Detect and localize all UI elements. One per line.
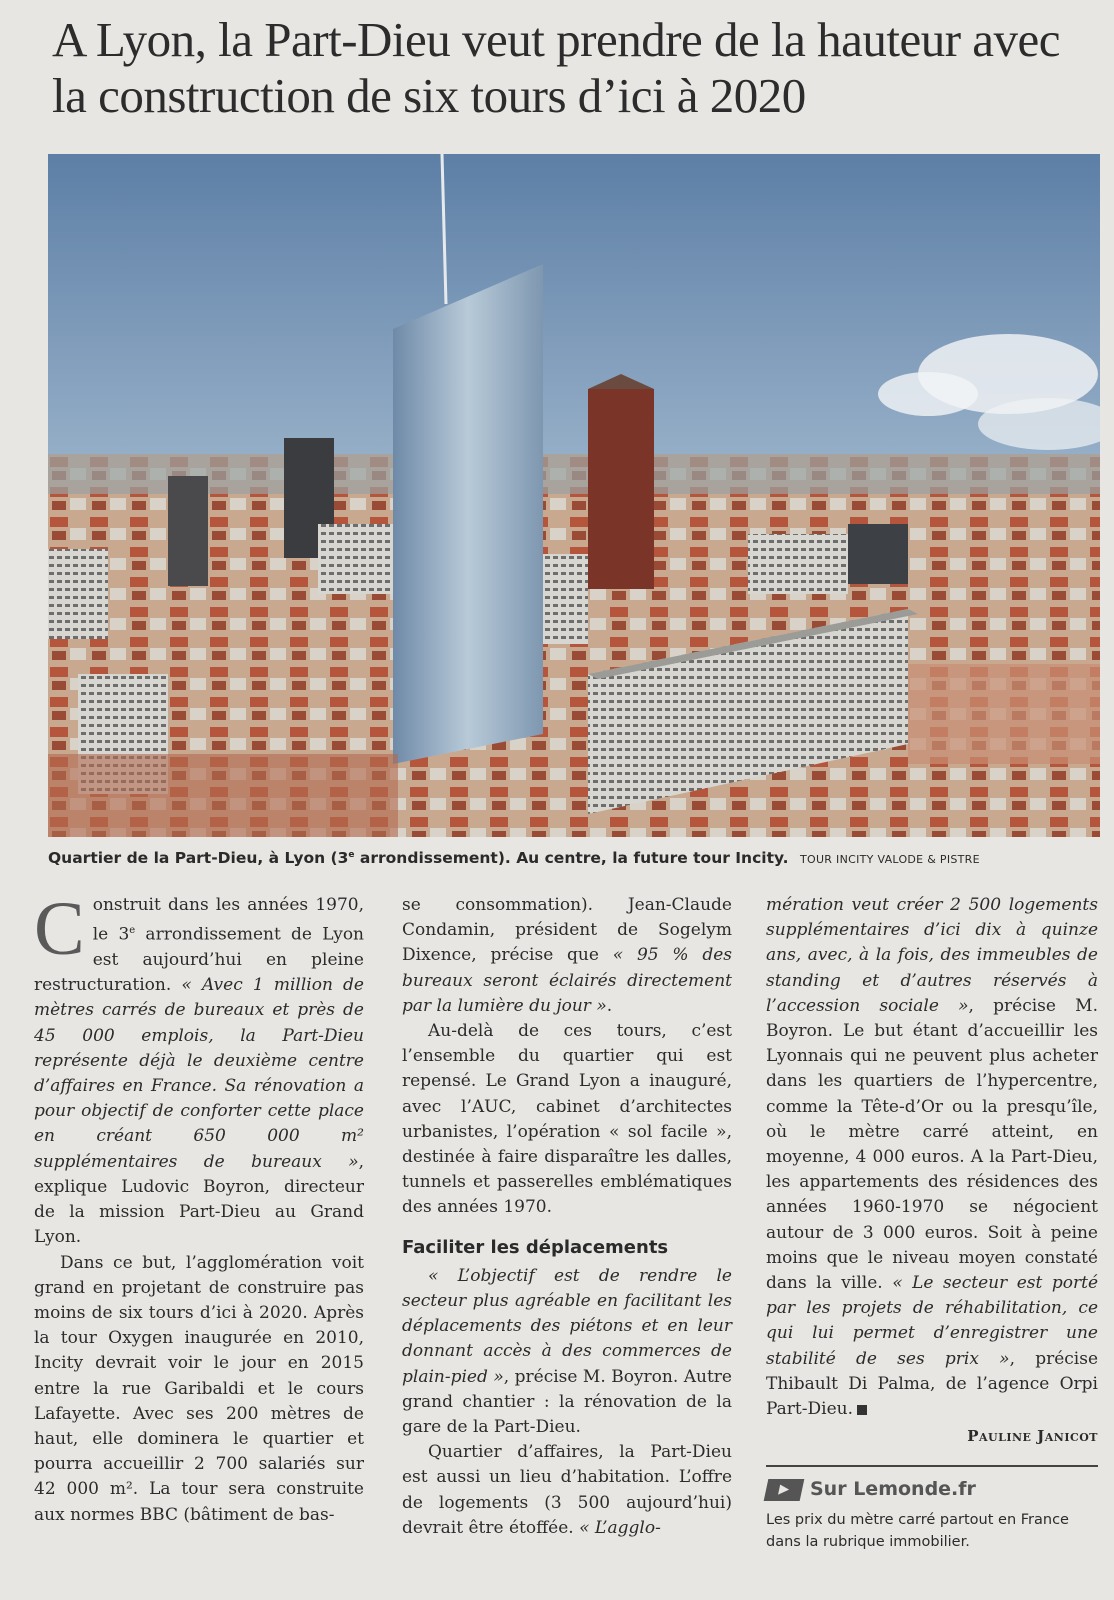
dropcap: C bbox=[34, 887, 85, 971]
caption-text: Quartier de la Part-Dieu, à Lyon (3 bbox=[48, 849, 349, 867]
article-paragraph bbox=[402, 1440, 732, 1541]
quote: « L’objectif est de rendre le secteur plus agréable en facilitant les déplacements des piétons et en leur donnant accès à des commerces de plain-pied » bbox=[402, 1265, 732, 1387]
text-run: Quartier d’affaires, la Part-Dieu est aussi un lieu d’habitation. L’offre de logements (3 500 aujourd’hui) devrait être étoffée. bbox=[402, 1442, 732, 1538]
city-skyline-photo bbox=[48, 154, 1100, 837]
article-paragraph bbox=[402, 893, 732, 1019]
article-paragraph bbox=[766, 893, 1098, 1422]
text-run: , précise M. Boyron. Autre grand chantier : la rénovation de la gare de la Part-Dieu. bbox=[402, 1366, 732, 1438]
quote: « Avec 1 million de mètres carrés de bureaux et près de 45 000 emplois, la Part-Dieu représente déjà le deuxième centre d’affaires en France. Sa rénovation a pour objectif de conforter cette place en créant 650 000 m² supplémentaires de bureaux » bbox=[34, 975, 364, 1172]
photo-credit: TOUR INCITY VALODE & PISTRE bbox=[799, 853, 980, 866]
promo-text: Les prix du mètre carré partout en France dans la rubrique immobilier. bbox=[766, 1511, 1069, 1550]
article-column-2 bbox=[402, 893, 732, 1541]
caption-text-end: arrondissement). Au centre, la future tour Incity. bbox=[354, 849, 789, 867]
quote: « 95 % des bureaux seront éclairés directement par la lumière du jour » bbox=[402, 945, 732, 1016]
quote: mération veut créer 2 500 logements supplémentaires d’ici dix à quinze ans, avec, à la fois, des immeubles de standing et d’autres réservés à l’accession sociale » bbox=[766, 895, 1098, 1016]
end-mark-icon bbox=[857, 1405, 867, 1415]
promo-link[interactable] bbox=[766, 1477, 1098, 1502]
caption-sup: e bbox=[348, 849, 355, 860]
promo-title: Sur Lemonde.fr bbox=[810, 1478, 976, 1501]
article-paragraph: Dans ce but, l’agglomération voit grand en projetant de construire pas moins de six tours d’ici à 2020. Après la tour Oxygen inaugurée en 2010, Incity devrait voir le jour en 2015 entre la rue Garibaldi et le cours Lafayette. Avec ses 200 mètres de haut, elle dominera le quartier et pourra accueillir 2 700 salariés sur 42 000 m². La tour sera construite aux normes BBC (bâtiment de bas- bbox=[34, 1252, 364, 1525]
article-paragraph bbox=[402, 1264, 732, 1440]
text-run: se consommation). Jean-Claude Condamin, président de Sogelym Dixence, précise que bbox=[402, 895, 732, 966]
text-run: , précise Thibault Di Palma, de l’agence Orpi Part-Dieu. bbox=[766, 1348, 1099, 1420]
section-subhead: Faciliter les déplacements bbox=[402, 1236, 669, 1258]
divider bbox=[766, 1465, 1098, 1467]
article-paragraph: Au-delà de ces tours, c’est l’ensemble du quartier qui est repensé. Le Grand Lyon a inauguré, avec l’AUC, cabinet d’architectes urbanistes, l’opération « sol facile », destinée à faire disparaître les dalles, tunnels et passerelles emblématiques des années 1970. bbox=[402, 1021, 732, 1218]
superscript: e bbox=[129, 925, 136, 937]
quote: « Le secteur est porté par les projets de réhabilitation, ce qui lui permet d’enregistrer une stabilité de ses prix » bbox=[766, 1273, 1099, 1369]
article-paragraph bbox=[34, 887, 364, 1251]
photo-caption bbox=[48, 849, 1100, 867]
lemonde-logo-icon: ▶ bbox=[764, 1479, 805, 1501]
text-run: , explique Ludovic Boyron, directeur de la mission Part-Dieu au Grand Lyon. bbox=[34, 1151, 364, 1248]
text-run: , précise M. Boyron. Le but étant d’accueillir les Lyonnais qui ne peuvent plus acheter dans les quartiers de l’hypercentre, comme la Tête-d’Or ou la presqu’île, où le mètre carré atteint, en moyenne, 4 000 euros. A la Part-Dieu, les appartements des résidences des années 1960-1970 se négocient autour de 3 000 euros. Soit à peine moins que le niveau moyen constaté dans la ville. bbox=[766, 995, 1098, 1294]
article-photo bbox=[48, 154, 1100, 837]
headline: A Lyon, la Part-Dieu veut prendre de la hauteur avec la construction de six tours d’ici à 2020 bbox=[52, 12, 1061, 123]
quote: « L’agglo- bbox=[579, 1517, 661, 1538]
article-column-1 bbox=[34, 887, 364, 1528]
text-run: . bbox=[606, 995, 613, 1016]
text-run: onstruit dans les années 1970, le 3 bbox=[92, 895, 364, 945]
article-column-3 bbox=[766, 893, 1098, 1553]
byline: Pauline Janicot bbox=[967, 1427, 1098, 1446]
text-run: arrondissement de Lyon est aujourd’hui en pleine restructuration. bbox=[34, 924, 364, 996]
